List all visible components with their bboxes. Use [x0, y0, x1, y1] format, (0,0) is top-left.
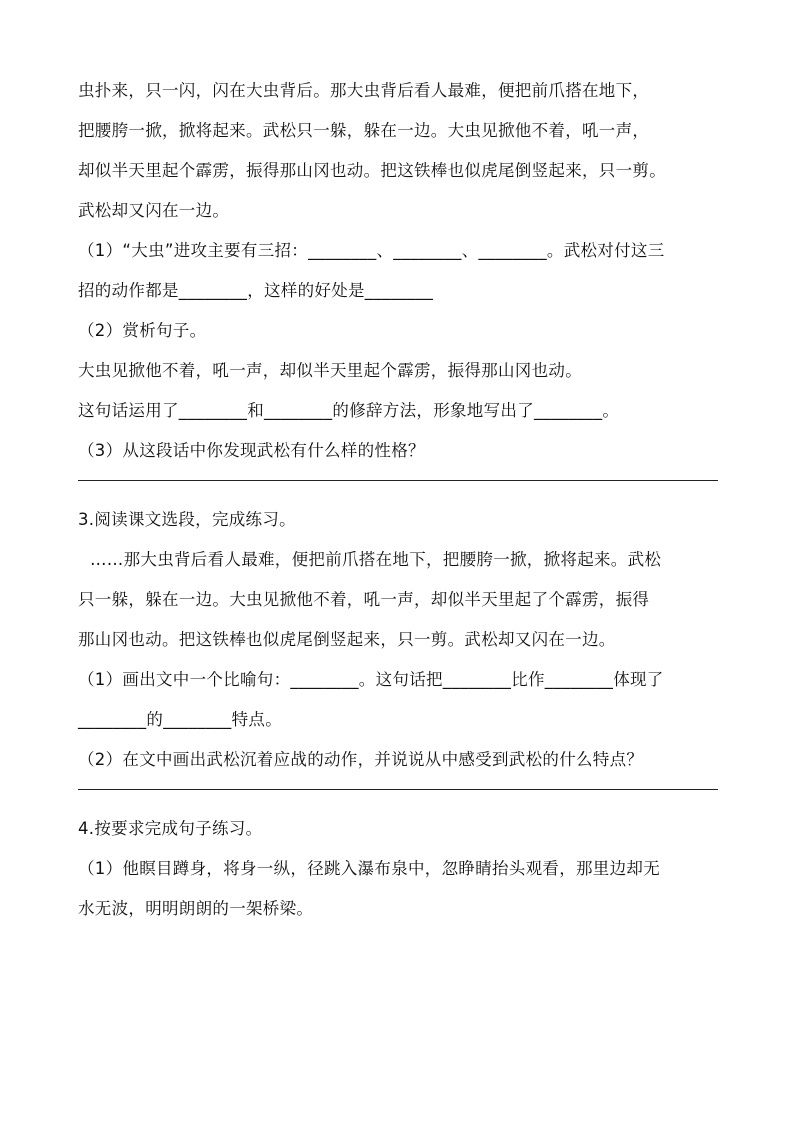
answer-line-1[interactable]	[78, 480, 718, 481]
question-1-line-2: 招的动作都是________，这样的好处是________	[78, 281, 434, 300]
section-3-passage-line-2: 只一躲，躲在一边。大虫见掀他不着，吼一声，却似半天里起了个霹雳，振得	[78, 590, 650, 609]
document-page	[78, 80, 728, 938]
section-4-question-1-line-2: 水无波，明明朗朗的一架桥梁。	[78, 899, 314, 918]
section-3-question-2: （2）在文中画出武松沉着应战的动作，并说说从中感受到武松的什么特点？	[78, 750, 644, 769]
question-1-line-1: （1）“大虫”进攻主要有三招：________、________、________。武松对付这三	[78, 241, 665, 260]
section-3-passage-line-1: ……那大虫背后看人最难，便把前爪搭在地下，把腰胯一掀，掀将起来。武松	[90, 550, 662, 569]
section-3-heading: 3.阅读课文选段，完成练习。	[78, 510, 296, 529]
passage-line-4: 武松却又闪在一边。	[78, 201, 230, 220]
passage-line-1: 虫扑来，只一闪，闪在大虫背后。那大虫背后看人最难，便把前爪搭在地下，	[78, 81, 650, 100]
passage-line-2: 把腰胯一掀，掀将起来。武松只一躲，躲在一边。大虫见掀他不着，吼一声，	[78, 121, 650, 140]
section-4-question-1-line-1: （1）他瞑目蹲身，将身一纵，径跳入瀑布泉中，忽睁睛抬头观看，那里边却无	[78, 859, 660, 878]
section-3-passage-line-3: 那山冈也动。把这铁棒也似虎尾倒竖起来，只一剪。武松却又闪在一边。	[78, 630, 616, 649]
answer-line-2[interactable]	[78, 789, 718, 790]
question-2-blank-line: 这句话运用了________和________的修辞方法，形象地写出了________。	[78, 401, 620, 420]
section-3-question-1-line-1: （1）画出文中一个比喻句：________。这句话把________比作________体现了	[78, 670, 664, 689]
question-2-heading: （2）赏析句子。	[78, 321, 207, 340]
section-4-heading: 4.按要求完成句子练习。	[78, 819, 263, 838]
section-3-question-1-line-2: ________的________特点。	[78, 710, 282, 729]
question-2-quote: 大虫见掀他不着，吼一声，却似半天里起个霹雳，振得那山冈也动。	[78, 361, 582, 380]
question-3-heading: （3）从这段话中你发现武松有什么样的性格？	[78, 441, 425, 460]
passage-line-3: 却似半天里起个霹雳，振得那山冈也动。把这铁棒也似虎尾倒竖起来，只一剪。	[78, 161, 666, 180]
